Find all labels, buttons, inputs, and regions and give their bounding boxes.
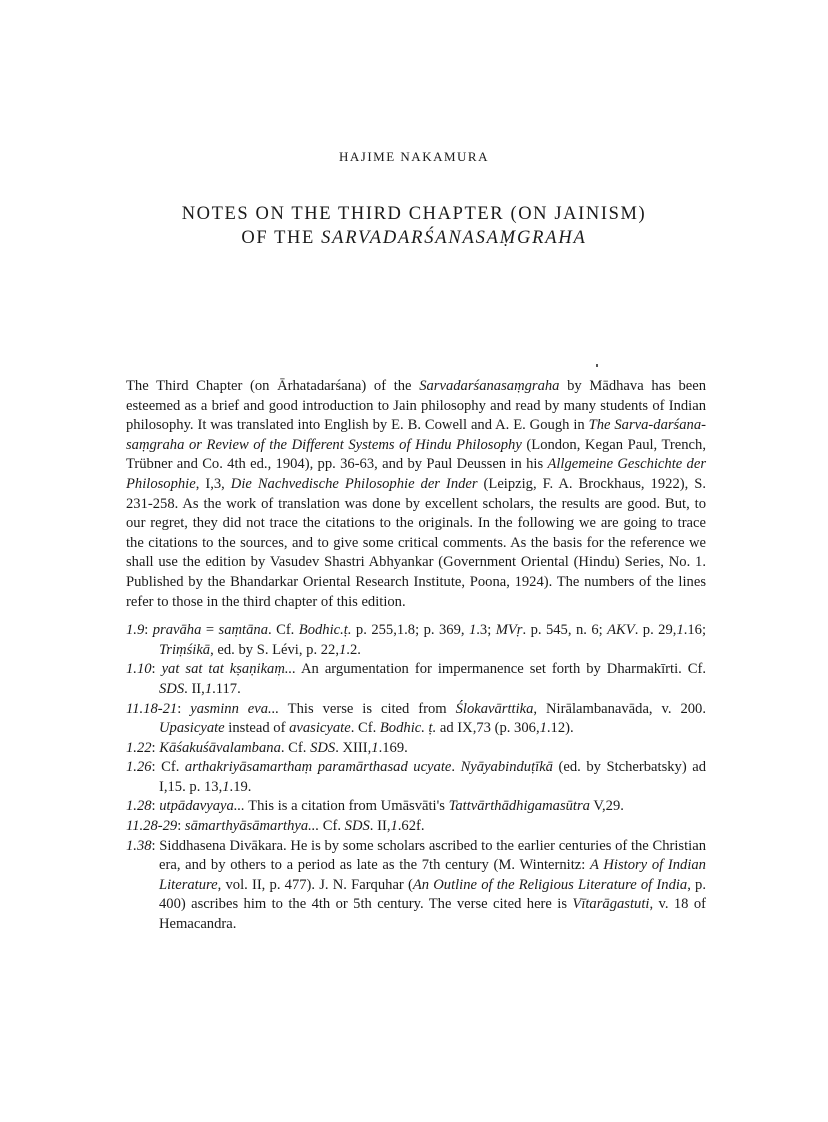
note-text: . Cf. bbox=[350, 720, 380, 737]
note-italic-text: Upasicyate bbox=[159, 720, 225, 737]
intro-text-3: (London, Kegan Paul, Trench, Trübner and Co. 4th ed., 1904), pp. 36-63, and by Paul Deussen in his bbox=[126, 436, 706, 473]
note-italic-text: Ślokavārttika bbox=[455, 700, 534, 717]
note-italic-text: Tattvārthādhigamasūtra bbox=[448, 798, 590, 815]
intro-text-1: The Third Chapter (on Ārhatadarśana) of the bbox=[126, 378, 420, 394]
note-line-reference: 11.28-29 bbox=[126, 818, 178, 835]
note-entry bbox=[126, 797, 706, 817]
note-text: .16; bbox=[683, 622, 707, 639]
note-italic-text: yasminn eva... bbox=[190, 700, 279, 717]
note-italic-text: 1 bbox=[371, 739, 379, 756]
note-italic-text: 1 bbox=[676, 622, 684, 639]
note-text: .19. bbox=[229, 778, 252, 795]
note-entry bbox=[126, 837, 706, 935]
note-text: : Cf. bbox=[151, 759, 185, 776]
note-italic-text: Nyāyabinduṭīkā bbox=[460, 759, 553, 776]
note-text: . II, bbox=[369, 818, 391, 835]
author-name: HAJIME NAKAMURA bbox=[339, 149, 489, 164]
title-line-2-prefix: OF THE bbox=[241, 228, 322, 248]
note-italic-text: Bodhic. ṭ. bbox=[379, 720, 437, 737]
notes-list bbox=[126, 621, 706, 935]
note-text: .3; bbox=[476, 622, 496, 639]
note-italic-text: SDS bbox=[344, 818, 370, 835]
note-text: p. 255,1.8; p. 369, bbox=[351, 622, 469, 639]
note-italic-text: avasicyate bbox=[289, 720, 351, 737]
note-text: : bbox=[177, 700, 191, 717]
note-entry bbox=[126, 621, 706, 660]
title-line-1: NOTES ON THE THIRD CHAPTER (ON JAINISM) bbox=[181, 204, 647, 224]
note-italic-text: 1 bbox=[390, 818, 398, 835]
note-text: An argumentation for impermanence set forth by Dharmakīrti. Cf. bbox=[295, 661, 706, 678]
note-italic-text: 1 bbox=[222, 778, 230, 795]
intro-text-4: , I,3, bbox=[195, 475, 231, 492]
article-title bbox=[0, 202, 828, 250]
note-line-reference: 1.38 bbox=[126, 837, 152, 854]
note-line-reference: 1.9 bbox=[126, 622, 145, 639]
note-text: : bbox=[151, 739, 160, 756]
note-italic-text: A History of Indian Literature bbox=[159, 857, 706, 893]
note-text: . Cf. bbox=[268, 622, 299, 639]
note-line-reference: 1.22 bbox=[126, 739, 152, 756]
note-text: .169. bbox=[378, 739, 408, 756]
note-text: : bbox=[144, 622, 153, 639]
note-line-reference: 1.10 bbox=[126, 661, 152, 678]
intro-italic-3: Allgemeine Geschichte der Philosophie bbox=[126, 456, 706, 492]
note-text: .2. bbox=[346, 641, 361, 658]
note-text: , p. 400) ascribes him to the 4th or 5th century. The verse cited here is bbox=[159, 876, 706, 913]
intro-italic-4: Die Nachvedische Philosophie der Inder bbox=[230, 475, 478, 492]
note-italic-text: saṃtāna bbox=[218, 622, 268, 639]
note-text: : Siddhasena Divākara. He is by some scholars ascribed to the earlier centuries of the Christian era, and by others to a period as late as the 7th century (M. Winternitz: bbox=[151, 837, 706, 874]
note-italic-text: 1 bbox=[339, 641, 347, 658]
note-text: = bbox=[201, 622, 219, 639]
intro-italic-1: Sarvadarśanasaṃgraha bbox=[419, 378, 560, 394]
note-italic-text: yat sat tat kṣaṇikaṃ... bbox=[161, 661, 296, 678]
note-text: , Nirālambanavāda, v. 200. bbox=[533, 700, 706, 717]
note-italic-text: Kāśakuśāvalambana bbox=[159, 739, 281, 756]
note-italic-text: Bodhic.ṭ. bbox=[298, 622, 352, 639]
note-entry bbox=[126, 817, 706, 837]
note-text: .12). bbox=[546, 720, 574, 737]
note-italic-text: SDS bbox=[310, 739, 336, 756]
note-text: , v. 18 of Hemacandra. bbox=[159, 896, 706, 933]
note-line-reference: 11.18-21 bbox=[126, 700, 178, 717]
note-text: : bbox=[151, 798, 160, 815]
note-line-reference: 1.28 bbox=[126, 798, 152, 815]
note-entry bbox=[126, 660, 706, 699]
intro-text-5: (Leipzig, F. A. Brockhaus, 1922), S. 231-258. As the work of translation was done by excellent scholars, the results are good. But, to our regret, they did not trace the citations to the originals. In the following we are going to trace the citations to the sources, and to give some critical comments. As the basis for the reference we shall use the edition by Vasudev Shastri Abhyankar (Government Oriental (Hindu) Series, No. 1. Published by the Bhandarkar Oriental Research Institute, Poona, 1924). The numbers of the lines refer to those in the third chapter of this edition. bbox=[126, 475, 706, 610]
intro-text-2: by Mādhava has been esteemed as a brief and good introduction to Jain philosophy and read by many students of Indian philosophy. It was translated into English by E. B. Cowell and A. E. Gough in bbox=[126, 378, 706, 434]
note-italic-text: arthakriyāsamarthaṃ paramārthasad ucyate bbox=[184, 759, 452, 776]
note-italic-text: MVṛ bbox=[495, 622, 523, 639]
note-text: , vol. II, p. 477). J. N. Farquhar ( bbox=[217, 876, 413, 893]
note-italic-text: Triṃśikā bbox=[159, 641, 211, 658]
note-text: . p. 29, bbox=[634, 622, 677, 639]
note-italic-text: An Outline of the Religious Literature of India bbox=[412, 876, 688, 893]
note-text: . p. 545, n. 6; bbox=[522, 622, 608, 639]
note-italic-text: 1 bbox=[539, 720, 547, 737]
note-italic-text: sāmarthyāsāmarthya... bbox=[184, 818, 320, 835]
note-text: .62f. bbox=[397, 818, 425, 835]
title-line-2-italic: SARVADARŚANASAṂGRAHA bbox=[321, 228, 587, 248]
note-text: . Cf. bbox=[280, 739, 311, 756]
note-text: . II, bbox=[184, 680, 205, 697]
intro-italic-2: The Sarva-darśana-saṃgraha or Review of the Different Systems of Hindu Philosophy bbox=[126, 417, 706, 453]
note-text: : bbox=[151, 661, 162, 678]
note-text: This is a citation from Umāsvāti's bbox=[244, 798, 449, 815]
note-italic-text: 1 bbox=[468, 622, 477, 639]
note-entry bbox=[126, 758, 706, 797]
note-entry bbox=[126, 739, 706, 759]
note-line-reference: 1.26 bbox=[126, 759, 152, 776]
note-italic-text: pravāha bbox=[152, 622, 202, 639]
note-italic-text: AKV bbox=[607, 622, 635, 639]
note-text: , ed. by S. Lévi, p. 22, bbox=[210, 641, 339, 658]
print-speck bbox=[596, 364, 598, 367]
note-text: V,29. bbox=[589, 798, 624, 815]
article-body bbox=[126, 377, 706, 935]
note-italic-text: SDS bbox=[159, 680, 185, 697]
note-italic-text: 1 bbox=[204, 680, 213, 697]
note-text: instead of bbox=[224, 720, 290, 737]
note-text: ad IX,73 (p. 306, bbox=[436, 720, 540, 737]
note-text: This verse is cited from bbox=[279, 700, 456, 717]
note-italic-text: Vītarāgastuti bbox=[572, 896, 650, 913]
note-italic-text: utpādavyaya... bbox=[159, 798, 245, 815]
note-text: : bbox=[177, 818, 185, 835]
note-text: . bbox=[451, 759, 461, 776]
note-text: . XIII, bbox=[335, 739, 372, 756]
note-text: (ed. by Stcherbatsky) ad I,15. p. 13, bbox=[159, 759, 707, 795]
note-text: Cf. bbox=[319, 818, 345, 835]
intro-paragraph bbox=[126, 377, 706, 612]
note-entry bbox=[126, 700, 706, 739]
note-text: .117. bbox=[212, 680, 241, 697]
title-line-2 bbox=[0, 226, 828, 250]
